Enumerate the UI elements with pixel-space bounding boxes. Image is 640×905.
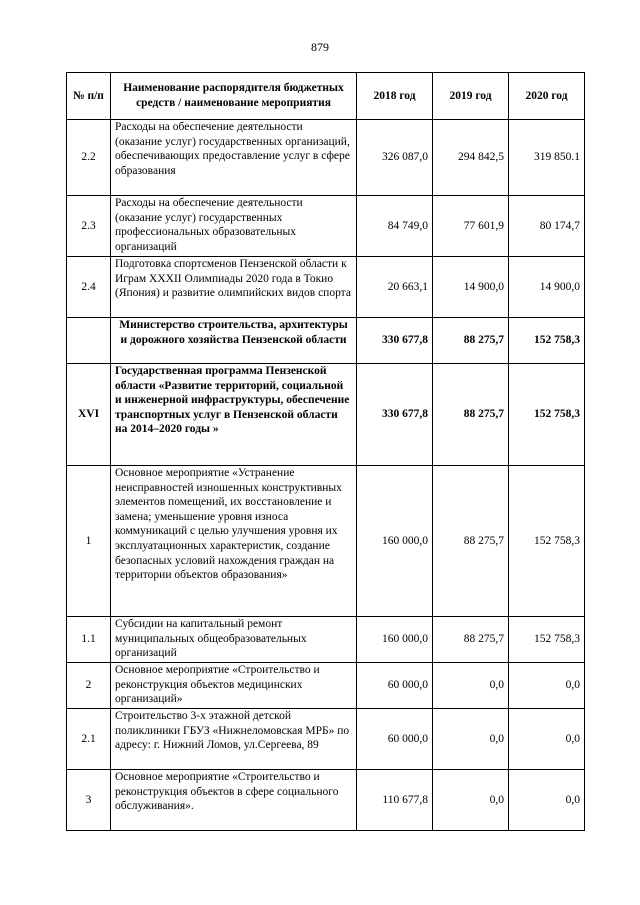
row-2019: 0,0 bbox=[433, 709, 509, 770]
row-2018: 110 677,8 bbox=[357, 770, 433, 831]
header-2019: 2019 год bbox=[433, 73, 509, 120]
table-row bbox=[67, 770, 585, 831]
header-row bbox=[67, 73, 585, 120]
row-2020: 152 758,3 bbox=[509, 617, 585, 663]
row-2018: 60 000,0 bbox=[357, 709, 433, 770]
row-2020: 14 900,0 bbox=[509, 257, 585, 318]
row-name: Государственная программа Пензенской области «Развитие территорий, социальной и инженерной инфраструктуры, обеспечение транспортных услуг в Пензенской области на 2014–2020 годы » bbox=[111, 364, 357, 466]
table-row bbox=[67, 709, 585, 770]
row-2020: 152 758,3 bbox=[509, 466, 585, 617]
table-row bbox=[67, 318, 585, 364]
row-name: Основное мероприятие «Строительство и реконструкция объектов в сфере социального обслуживания». bbox=[111, 770, 357, 831]
table-row bbox=[67, 364, 585, 466]
row-name: Основное мероприятие «Строительство и реконструкция объектов медицинских организаций» bbox=[111, 663, 357, 709]
row-2018: 330 677,8 bbox=[357, 318, 433, 364]
row-2019: 88 275,7 bbox=[433, 466, 509, 617]
row-2019: 0,0 bbox=[433, 663, 509, 709]
table-row bbox=[67, 257, 585, 318]
table-row bbox=[67, 663, 585, 709]
row-name: Расходы на обеспечение деятельности (оказание услуг) государственных организаций, обеспечивающих предоставление услуг в сфере образования bbox=[111, 120, 357, 196]
header-num: № п/п bbox=[67, 73, 111, 120]
row-2018: 84 749,0 bbox=[357, 196, 433, 257]
budget-table bbox=[66, 72, 585, 831]
row-num: 2.4 bbox=[67, 257, 111, 318]
row-2018: 160 000,0 bbox=[357, 466, 433, 617]
row-num: 2.1 bbox=[67, 709, 111, 770]
row-2020: 319 850.1 bbox=[509, 120, 585, 196]
row-2019: 77 601,9 bbox=[433, 196, 509, 257]
header-2020: 2020 год bbox=[509, 73, 585, 120]
row-2018: 330 677,8 bbox=[357, 364, 433, 466]
row-name: Строительство 3-х этажной детской поликлиники ГБУЗ «Нижнеломовская МРБ» по адресу: г. Нижний Ломов, ул.Сергеева, 89 bbox=[111, 709, 357, 770]
row-2020: 0,0 bbox=[509, 770, 585, 831]
row-name: Расходы на обеспечение деятельности (оказание услуг) государственных профессиональных образовательных организаций bbox=[111, 196, 357, 257]
row-num bbox=[67, 318, 111, 364]
header-name: Наименование распорядителя бюджетных средств / наименование мероприятия bbox=[111, 73, 357, 120]
row-name: Подготовка спортсменов Пензенской области к Играм XXXII Олимпиады 2020 года в Токио (Япония) и развитие олимпийских видов спорта bbox=[111, 257, 357, 318]
row-2020: 152 758,3 bbox=[509, 364, 585, 466]
row-2019: 294 842,5 bbox=[433, 120, 509, 196]
row-2019: 88 275,7 bbox=[433, 364, 509, 466]
table-row bbox=[67, 120, 585, 196]
table-row bbox=[67, 196, 585, 257]
row-2019: 0,0 bbox=[433, 770, 509, 831]
table-row bbox=[67, 617, 585, 663]
row-num: 2.3 bbox=[67, 196, 111, 257]
row-name: Основное мероприятие «Устранение неисправностей изношенных конструктивных элементов помещений, их восстановление и замена; уменьшение уровня износа коммуникаций с целью улучшения уровня их эксплуатационных характеристик, создание безопасных условий нахождения граждан на территории объектов образования» bbox=[111, 466, 357, 617]
row-2019: 88 275,7 bbox=[433, 318, 509, 364]
page-number: 879 bbox=[311, 40, 329, 54]
row-name: Субсидии на капитальный ремонт муниципальных общеобразовательных организаций bbox=[111, 617, 357, 663]
row-2018: 60 000,0 bbox=[357, 663, 433, 709]
row-name: Министерство строительства, архитектуры и дорожного хозяйства Пензенской области bbox=[111, 318, 357, 364]
row-2019: 14 900,0 bbox=[433, 257, 509, 318]
row-2019: 88 275,7 bbox=[433, 617, 509, 663]
row-num: XVI bbox=[67, 364, 111, 466]
table-row bbox=[67, 466, 585, 617]
row-2018: 160 000,0 bbox=[357, 617, 433, 663]
row-2020: 80 174,7 bbox=[509, 196, 585, 257]
row-num: 1.1 bbox=[67, 617, 111, 663]
row-2020: 0,0 bbox=[509, 709, 585, 770]
row-num: 1 bbox=[67, 466, 111, 617]
row-num: 3 bbox=[67, 770, 111, 831]
row-num: 2.2 bbox=[67, 120, 111, 196]
row-2018: 326 087,0 bbox=[357, 120, 433, 196]
row-2020: 152 758,3 bbox=[509, 318, 585, 364]
row-2018: 20 663,1 bbox=[357, 257, 433, 318]
row-num: 2 bbox=[67, 663, 111, 709]
header-2018: 2018 год bbox=[357, 73, 433, 120]
row-2020: 0,0 bbox=[509, 663, 585, 709]
